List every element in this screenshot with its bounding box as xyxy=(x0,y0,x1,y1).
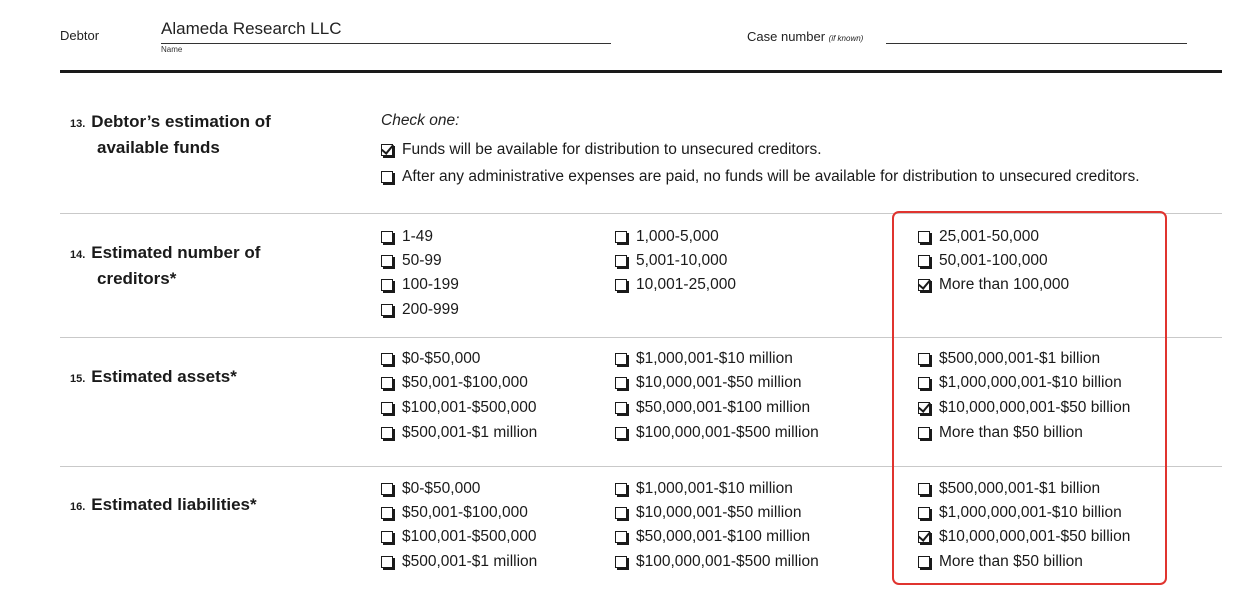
q16-title xyxy=(70,493,257,519)
q16-title-line1: Estimated liabilities* xyxy=(91,495,257,514)
checkbox-icon[interactable] xyxy=(615,353,627,365)
option-label: $500,001-$1 million xyxy=(402,553,538,570)
q15-title xyxy=(70,365,237,391)
check-one-instruction: Check one: xyxy=(381,112,460,129)
checkbox-icon[interactable] xyxy=(381,427,393,439)
option-label: 200-999 xyxy=(402,301,459,318)
q15-option[interactable] xyxy=(381,348,480,370)
option-label: $100,001-$500,000 xyxy=(402,528,537,545)
option-label: $10,000,001-$50 million xyxy=(636,374,802,391)
q15-option[interactable] xyxy=(381,422,537,444)
q15-title-line1: Estimated assets* xyxy=(91,367,237,386)
option-label: More than $50 billion xyxy=(939,553,1083,570)
option-label: $0-$50,000 xyxy=(402,350,481,367)
case-number-label xyxy=(747,29,863,44)
q15-option[interactable] xyxy=(615,372,801,394)
option-label: $1,000,000,001-$10 billion xyxy=(939,374,1122,391)
checkbox-icon[interactable] xyxy=(615,255,627,267)
checkbox-icon[interactable] xyxy=(615,377,627,389)
checkbox-icon[interactable] xyxy=(615,231,627,243)
checkbox-icon[interactable] xyxy=(381,231,393,243)
option-label: 100-199 xyxy=(402,276,459,293)
checkbox-icon[interactable] xyxy=(381,255,393,267)
checkbox-icon[interactable] xyxy=(381,377,393,389)
case-number-underline xyxy=(886,43,1187,44)
checked-checkbox-icon[interactable] xyxy=(381,144,393,156)
option-label: $1,000,001-$10 million xyxy=(636,350,793,367)
option-label: More than 100,000 xyxy=(939,276,1070,293)
q16-option[interactable] xyxy=(615,502,801,524)
header-rule xyxy=(60,70,1222,73)
q13-title-line1: Debtor’s estimation of xyxy=(91,112,271,131)
q13-option-funds-available[interactable] xyxy=(381,139,822,161)
checkbox-icon[interactable] xyxy=(615,402,627,414)
q13-option-no-funds[interactable] xyxy=(381,166,1140,188)
q14-title xyxy=(70,241,260,290)
option-label: $500,000,001-$1 billion xyxy=(939,480,1101,497)
q13-title xyxy=(70,110,271,159)
checkbox-icon[interactable] xyxy=(381,171,393,183)
case-number-hint: (if known) xyxy=(828,34,864,43)
option-label: 50-99 xyxy=(402,252,442,269)
q13-title-line2: available funds xyxy=(97,138,220,157)
checkbox-icon[interactable] xyxy=(615,279,627,291)
checkbox-icon[interactable] xyxy=(381,279,393,291)
option-label: $1,000,000,001-$10 billion xyxy=(939,504,1122,521)
case-number-label-text: Case number xyxy=(747,29,826,44)
q14-option[interactable] xyxy=(381,274,459,296)
option-label: Funds will be available for distribution to unsecured creditors. xyxy=(402,141,822,158)
checkbox-icon[interactable] xyxy=(615,556,627,568)
checkbox-icon[interactable] xyxy=(381,556,393,568)
option-label: 1,000-5,000 xyxy=(636,228,719,245)
option-label: $500,001-$1 million xyxy=(402,424,538,441)
debtor-name: Alameda Research LLC xyxy=(161,19,342,38)
debtor-label: Debtor xyxy=(60,28,100,43)
option-label: 10,001-25,000 xyxy=(636,276,736,293)
highlight-rectangle xyxy=(892,211,1167,585)
option-label: $50,001-$100,000 xyxy=(402,504,528,521)
option-label: $10,000,001-$50 million xyxy=(636,504,802,521)
q14-number: 14. xyxy=(70,249,86,261)
q14-option[interactable] xyxy=(615,250,727,272)
checkbox-icon[interactable] xyxy=(381,304,393,316)
q14-option[interactable] xyxy=(381,299,459,321)
option-label: 25,001-50,000 xyxy=(939,228,1039,245)
checkbox-icon[interactable] xyxy=(381,531,393,543)
option-label: $10,000,000,001-$50 billion xyxy=(939,528,1131,545)
option-label: More than $50 billion xyxy=(939,424,1083,441)
name-caption: Name xyxy=(161,45,183,54)
checkbox-icon[interactable] xyxy=(615,427,627,439)
q15-option[interactable] xyxy=(381,372,528,394)
q14-option[interactable] xyxy=(615,274,736,296)
debtor-name-underline xyxy=(161,43,611,44)
option-label: $100,000,001-$500 million xyxy=(636,424,819,441)
q16-option[interactable] xyxy=(615,478,793,500)
option-label: $50,000,001-$100 million xyxy=(636,528,811,545)
q14-title-line1: Estimated number of xyxy=(91,243,261,262)
checkbox-icon[interactable] xyxy=(381,353,393,365)
option-label: $50,001-$100,000 xyxy=(402,374,528,391)
q15-option[interactable] xyxy=(615,422,819,444)
q14-option[interactable] xyxy=(381,226,433,248)
q16-number: 16. xyxy=(70,501,86,513)
option-label: $1,000,001-$10 million xyxy=(636,480,793,497)
checkbox-icon[interactable] xyxy=(615,483,627,495)
option-label: $100,001-$500,000 xyxy=(402,399,537,416)
q15-option[interactable] xyxy=(381,397,536,419)
option-label: 5,001-10,000 xyxy=(636,252,728,269)
q15-option[interactable] xyxy=(615,348,793,370)
option-label: 50,001-100,000 xyxy=(939,252,1048,269)
option-label: $10,000,000,001-$50 billion xyxy=(939,399,1131,416)
q15-number: 15. xyxy=(70,373,86,385)
checkbox-icon[interactable] xyxy=(381,402,393,414)
checkbox-icon[interactable] xyxy=(615,531,627,543)
q16-option[interactable] xyxy=(381,502,528,524)
option-label: $50,000,001-$100 million xyxy=(636,399,811,416)
q16-option[interactable] xyxy=(381,526,536,548)
checkbox-icon[interactable] xyxy=(381,507,393,519)
q14-title-line2: creditors* xyxy=(97,269,177,288)
option-label: After any administrative expenses are paid, no funds will be available for distribution to unsecured creditors. xyxy=(402,168,1140,185)
checkbox-icon[interactable] xyxy=(381,483,393,495)
option-label: 1-49 xyxy=(402,228,434,245)
option-label: $100,000,001-$500 million xyxy=(636,553,819,570)
option-label: $0-$50,000 xyxy=(402,480,481,497)
q14-option[interactable] xyxy=(381,250,442,272)
q16-option[interactable] xyxy=(381,551,537,573)
option-label: $500,000,001-$1 billion xyxy=(939,350,1101,367)
q13-number: 13. xyxy=(70,118,86,130)
q16-option[interactable] xyxy=(615,551,819,573)
q15-option[interactable] xyxy=(615,397,810,419)
q16-option[interactable] xyxy=(381,478,480,500)
checkbox-icon[interactable] xyxy=(615,507,627,519)
q14-option[interactable] xyxy=(615,226,719,248)
q16-option[interactable] xyxy=(615,526,810,548)
